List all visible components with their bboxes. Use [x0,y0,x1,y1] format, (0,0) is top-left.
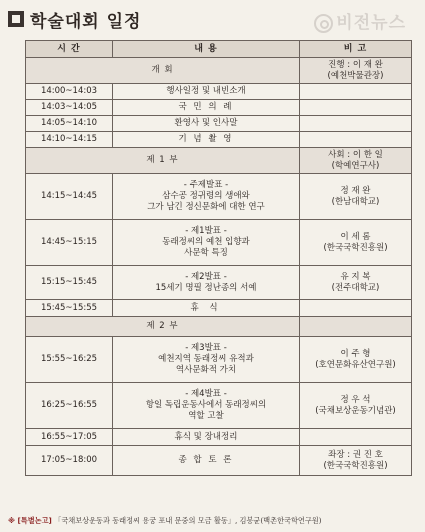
section-note-opening: 진행 : 이 재 완 (예천박물관장) [300,58,412,84]
note-cell [300,429,412,446]
header [8,6,418,36]
footnote-text: 「국채보상운동과 동래정씨 용궁 포내 문중의 모금 활동」, 김봉균(백촌한국학연구원) [54,516,322,525]
note-cell [300,116,412,132]
time-cell: 14:03~14:05 [26,100,113,116]
content-cell: 행사일정 및 내빈소개 [113,84,300,100]
square-bullet-icon [8,11,24,27]
time-cell: 14:45~15:15 [26,220,113,266]
section-label-opening: 개 회 [26,58,300,84]
time-cell: 14:10~14:15 [26,132,113,148]
content-cell: - 제3발표 - 예천지역 동래정씨 유적과 역사문화적 가치 [113,337,300,383]
watermark-logo-icon [314,14,333,33]
table-row [26,266,412,300]
section-note-part1: 사회 : 이 한 일 (학예연구사) [300,148,412,174]
table-row [26,429,412,446]
table-row [26,116,412,132]
content-cell: 휴식 및 장내정리 [113,429,300,446]
section-note-part2 [300,317,412,337]
time-cell: 17:05~18:00 [26,446,113,476]
content-cell: 환영사 및 인사말 [113,116,300,132]
note-cell [300,100,412,116]
note-cell [300,84,412,100]
table-row [26,132,412,148]
section-row-part1 [26,148,412,174]
footnote-mark: ※ [특별논고] [8,516,52,525]
time-cell: 15:55~16:25 [26,337,113,383]
column-header-note: 비 고 [300,41,412,58]
content-cell: 종 합 토 론 [113,446,300,476]
content-cell: 기 념 촬 영 [113,132,300,148]
content-cell: 국 민 의 례 [113,100,300,116]
content-cell: - 주제발표 - 삼수공 정귀령의 생애와 그가 남긴 정신문화에 대한 연구 [113,174,300,220]
note-cell [300,132,412,148]
time-cell: 15:15~15:45 [26,266,113,300]
table-header-row [26,41,412,58]
column-header-content: 내 용 [113,41,300,58]
table-row [26,174,412,220]
content-cell: - 제4발표 - 항일 독립운동사에서 동래정씨의 역할 고찰 [113,383,300,429]
time-cell: 16:25~16:55 [26,383,113,429]
time-cell: 15:45~15:55 [26,300,113,317]
table-row [26,220,412,266]
section-row-part2 [26,317,412,337]
page-title: 학술대회 일정 [30,12,142,32]
note-cell: 좌장 : 권 진 호 (한국국학진흥원) [300,446,412,476]
time-cell: 14:00~14:03 [26,84,113,100]
schedule-table [25,40,412,476]
time-cell: 16:55~17:05 [26,429,113,446]
watermark [314,8,406,33]
section-row-opening [26,58,412,84]
note-cell: 정 재 완 (한남대학교) [300,174,412,220]
content-cell: - 제2발표 - 15세기 명필 정난종의 서예 [113,266,300,300]
table-row [26,337,412,383]
note-cell: 이 주 형 (호연문화유산연구원) [300,337,412,383]
time-cell: 14:15~14:45 [26,174,113,220]
note-cell [300,300,412,317]
watermark-text: 비전뉴스 [336,13,406,33]
table-row [26,84,412,100]
table-row [26,100,412,116]
column-header-time: 시 간 [26,41,113,58]
note-cell: 이 세 롬 (한국국학진흥원) [300,220,412,266]
note-cell: 정 우 석 (국채보상운동기념관) [300,383,412,429]
note-cell: 유 지 복 (전주대학교) [300,266,412,300]
footnote [8,516,420,526]
time-cell: 14:05~14:10 [26,116,113,132]
table-row [26,383,412,429]
table-row [26,446,412,476]
content-cell: 휴 식 [113,300,300,317]
section-label-part2: 제 2 부 [26,317,300,337]
table-row [26,300,412,317]
content-cell: - 제1발표 - 동래정씨의 예천 입향과 사문학 특징 [113,220,300,266]
section-label-part1: 제 1 부 [26,148,300,174]
